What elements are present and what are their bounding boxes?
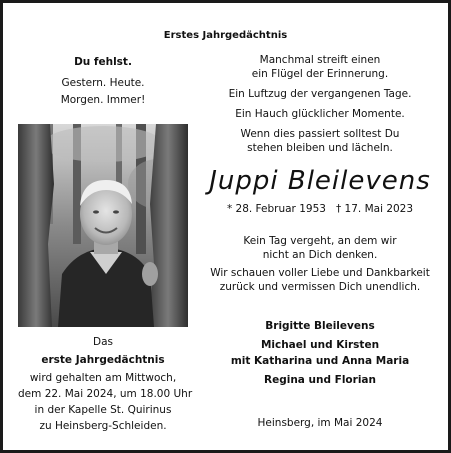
life-dates: * 28. Februar 1953 † 17. Mai 2023 — [226, 203, 414, 215]
service-line-2: erste Jahrgedächtnis — [41, 354, 165, 366]
intro-line-1: Gestern. Heute. — [61, 77, 145, 89]
service-info — [18, 334, 193, 434]
service-line-6: zu Heinsberg-Schleiden. — [39, 420, 167, 432]
portrait-photo — [18, 124, 188, 327]
mourners-list — [200, 317, 440, 390]
message-line-3: Wir schauen voller Liebe und Dankbarkeit — [210, 267, 430, 279]
message-line-2: nicht an Dich denken. — [262, 249, 378, 261]
poem-line-4: Ein Hauch glücklicher Momente. — [235, 108, 405, 120]
deceased-name: Juppi Bleilevens — [209, 166, 431, 196]
place-date: Heinsberg, im Mai 2024 — [257, 417, 383, 429]
service-line-1: Das — [93, 336, 113, 348]
service-line-5: in der Kapelle St. Quirinus — [34, 404, 172, 416]
poem-line-5: Wenn dies passiert solltest Du — [240, 128, 400, 140]
remembrance-message — [200, 234, 440, 294]
left-intro — [18, 54, 188, 109]
message-line-1: Kein Tag vergeht, an dem wir — [243, 235, 397, 247]
message-line-4: zurück und vermissen Dich unendlich. — [219, 281, 421, 293]
service-line-4: dem 22. Mai 2024, um 18.00 Uhr — [18, 388, 193, 400]
poem-line-6: stehen bleiben und lächeln. — [247, 142, 393, 154]
mourner-line-4: Regina und Florian — [264, 374, 376, 386]
mourner-line-3: mit Katharina und Anna Maria — [230, 355, 410, 367]
poem-line-2: ein Flügel der Erinnerung. — [251, 68, 389, 80]
poem-line-3: Ein Luftzug der vergangenen Tage. — [228, 88, 412, 100]
poem — [200, 53, 440, 155]
intro-heading: Du fehlst. — [74, 56, 132, 68]
mourner-line-1: Brigitte Bleilevens — [265, 320, 375, 332]
mourner-line-2: Michael und Kirsten — [260, 339, 380, 351]
intro-line-2: Morgen. Immer! — [60, 94, 146, 106]
notice-title: Erstes Jahrgedächtnis — [163, 30, 288, 41]
service-line-3: wird gehalten am Mittwoch, — [29, 372, 177, 384]
poem-line-1: Manchmal streift einen — [259, 54, 381, 66]
